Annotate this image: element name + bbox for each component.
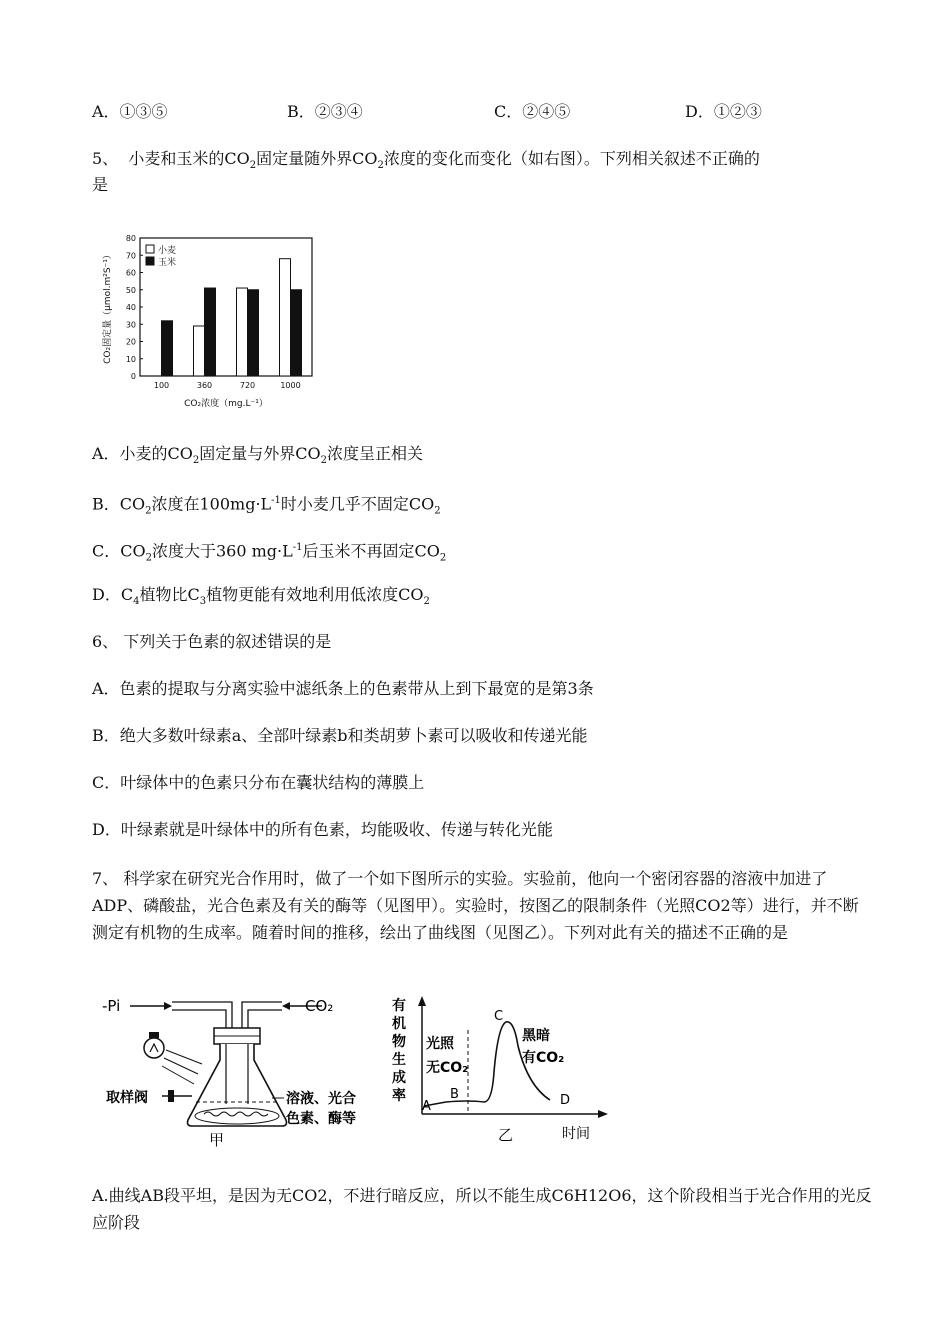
y-tick-label-3: 30 [125, 320, 136, 330]
bar-小麦-360 [194, 326, 205, 376]
q5-stem-b: 固定量随外界CO [256, 149, 378, 168]
point-b-label: B [450, 1087, 459, 1102]
q5-option-c-part3: 后玉米不再固定CO [302, 541, 440, 561]
y-tick-label-4: 40 [125, 303, 136, 312]
x-axis-label: CO₂浓度（mg.L⁻¹） [184, 399, 268, 409]
q5-option-c: C．$CO_2$浓度大于360 $mg\cdot L^{-1}$后玉米不再固定$CO_2$ [92, 541, 447, 564]
legend-label-0: 小麦 [158, 246, 177, 256]
y-tick-label-6: 60 [125, 268, 136, 278]
q5-option-c-part2: 浓度大于360 mg·L [151, 541, 293, 561]
bar-小麦-1000 [280, 259, 291, 376]
y-label-char-2: 机 [392, 1016, 406, 1032]
q6-stem: 6、 下列关于色素的叙述错误的是 [92, 632, 332, 651]
valve-icon [168, 1090, 174, 1102]
x-tick-label-0: 100 [153, 381, 170, 390]
y-tick-label-0: 0 [130, 372, 136, 381]
y-label-char-1: 有 [392, 998, 406, 1014]
q7-option-a: A.曲线AB段平坦，是因为无CO2，不进行暗反应，所以不能生成C6H12O6，这个阶段相当于光合作用的光反应阶段 [92, 1186, 872, 1232]
y-tick-label-1: 10 [125, 354, 136, 364]
point-d-label: D [560, 1093, 571, 1108]
with-co2-label: 有CO₂ [522, 1050, 565, 1066]
co2-fixation-bar-chart [100, 228, 330, 413]
q4-option-b: B．②③④ [287, 102, 363, 121]
pi-arrow-head [164, 1002, 172, 1010]
legend-swatch-1 [146, 257, 154, 265]
y-tick-label-2: 20 [125, 337, 136, 347]
lamp-icon [144, 1038, 164, 1058]
q6-option-a: A．色素的提取与分离实验中滤纸条上的色素带从上到下最宽的是第3条 [92, 679, 594, 698]
figure-b-caption: 乙 [498, 1126, 514, 1144]
x-tick-label-3: 1000 [280, 381, 301, 390]
bar-小麦-720 [237, 288, 248, 376]
lamp-base [149, 1032, 159, 1038]
q5-stem-line1: 5、 小麦和玉米的$CO_2$固定量随外界$CO_2$浓度的变化而变化（如右图）。下列相关叙述不正确的 [92, 149, 760, 172]
q5-option-b-part3: 时小麦几乎不固定CO [280, 494, 435, 514]
q5-option-a-part2: 固定量与外界CO [199, 444, 321, 463]
solution-label-1: 溶液、光合 [286, 1091, 356, 1107]
q5-option-a-part1: A．小麦的CO [92, 444, 193, 463]
q4-options [92, 100, 872, 124]
co2-arrow-head [282, 1002, 290, 1010]
q6-option-d: D．叶绿素就是叶绿体中的所有色素，均能吸收、传递与转化光能 [92, 820, 553, 839]
x-tick-label-2: 720 [239, 381, 256, 390]
dark-label: 黑暗 [522, 1028, 550, 1044]
y-label-char-5: 成 [392, 1070, 406, 1086]
q5-option-a: A．小麦的$CO_2$固定量与外界$CO_2$浓度呈正相关 [92, 444, 424, 467]
production-rate-curve [388, 990, 628, 1150]
y-label-char-4: 生 [392, 1052, 406, 1068]
no-co2-label: 无CO₂ [426, 1060, 469, 1076]
q5-option-d: D．$C_4$植物比$C_3$植物更能有效地利用低浓度$CO_2$ [92, 585, 430, 608]
y-label-char-3: 物 [392, 1034, 406, 1050]
y-tick-label-5: 50 [125, 285, 136, 295]
q4-option-d: D．①②③ [685, 102, 762, 121]
pi-label: -Pi [102, 997, 121, 1015]
q5-number: 5、 [92, 149, 119, 168]
y-tick-label-7: 70 [125, 251, 136, 261]
q5-stem-c: 浓度的变化而变化（如右图）。下列相关叙述不正确的 [383, 149, 760, 168]
q5-stem-a: 小麦和玉米的CO [128, 149, 250, 168]
x-tick-label-1: 360 [196, 381, 213, 390]
apparatus-figure [92, 992, 372, 1147]
x-axis-arrow [598, 1110, 608, 1118]
point-c-label: C [494, 1009, 504, 1024]
x-axis-label: 时间 [562, 1126, 590, 1142]
q5-stem-line2: 是 [92, 175, 109, 194]
y-tick-label-8: 80 [125, 234, 136, 243]
legend-label-1: 玉米 [158, 258, 177, 268]
y-label-char-6: 率 [392, 1088, 406, 1104]
y-axis-arrow [418, 996, 426, 1006]
q5-option-b: B．$CO_2$浓度在$100mg\cdot L^{-1}$时小麦几乎不固定$CO_2$ [92, 494, 441, 517]
bar-玉米-1000 [291, 290, 302, 376]
light-label: 光照 [426, 1036, 454, 1052]
point-a-label: A [422, 1099, 431, 1114]
legend-swatch-0 [146, 245, 154, 253]
q6-option-b: B．绝大多数叶绿素a、全部叶绿素b和类胡萝卜素可以吸收和传递光能 [92, 726, 588, 745]
q5-option-a-part3: 浓度呈正相关 [327, 444, 424, 463]
q5-option-b-part2: 浓度在100mg·L [151, 494, 272, 514]
y-axis-label: CO₂固定量（μmol.m²S⁻¹） [103, 250, 113, 364]
q4-option-a: A．①③⑤ [92, 102, 168, 121]
bar-玉米-100 [162, 321, 173, 376]
q7-stem: 7、 科学家在研究光合作用时，做了一个如下图所示的实验。实验前，他向一个密闭容器的溶液中加进了ADP、磷酸盐，光合色素及有关的酶等（见图甲）。实验时，按图乙的限制条件（光照CO2等）进行，并不断测定有机物的生成率。随着时间的推移，绘出了曲线图（见图乙）。下列对此有关的描述不正确的是 [92, 869, 859, 942]
light-ray-3 [162, 1066, 194, 1084]
bar-玉米-360 [205, 288, 216, 376]
figure-a-caption: 甲 [209, 1131, 225, 1147]
q5-option-b-part1: B．CO [92, 494, 146, 514]
solution-label-2: 色素、酶等 [286, 1111, 356, 1127]
valve-label: 取样阀 [106, 1090, 148, 1106]
q5-option-d-part2: 植物比C [139, 585, 200, 604]
q4-option-c: C．②④⑤ [494, 102, 571, 121]
q6-option-c: C．叶绿体中的色素只分布在囊状结构的薄膜上 [92, 773, 425, 792]
bar-玉米-720 [248, 290, 259, 376]
q5-option-d-part1: D．C [92, 585, 134, 604]
q5-option-d-part3: 植物更能有效地利用低浓度CO [206, 585, 424, 604]
q5-option-c-part1: C．CO [92, 541, 146, 561]
co2-label: CO₂ [305, 997, 334, 1015]
